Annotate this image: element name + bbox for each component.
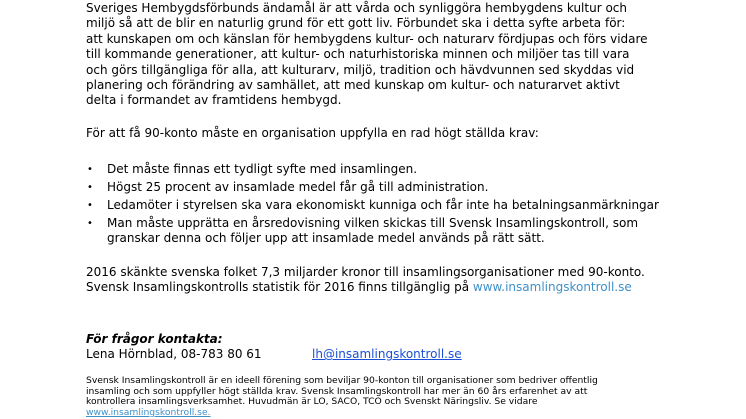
bullet-icon: • [87, 164, 93, 175]
footer-line: insamling och som uppfyller högt ställda krav. Svensk Insamlingskontroll har mer än 60 års erfarenhet av att [86, 385, 588, 397]
footer-link[interactable]: www.insamlingskontroll.se. [86, 406, 211, 418]
intro-line: att kunskapen om och känslan för hembygdens kultur- och naturarv fördjupas och förs vidare [86, 31, 648, 46]
footer-line: kontrollera insamlingsverksamhet. Huvudmän är LO, SACO, TCO och Svenskt Näringsliv. Se vidare [86, 396, 538, 408]
stats-line [86, 280, 645, 295]
list-item [86, 216, 659, 247]
intro-line: till kommande generationer, att kultur- och naturhistoriska minnen och miljöer tas till vara [86, 47, 630, 62]
stats-paragraph [86, 265, 645, 296]
intro-line: och görs tillgängliga för alla, att kulturarv, miljö, tradition och hävdvunnen sed skyddas vid [86, 62, 635, 77]
contact-name-phone: Lena Hörnblad, 08-783 80 61 [86, 347, 262, 361]
list-item-text: Man måste upprätta en årsredovisning vilken skickas till Svensk Insamlingskontroll, som [107, 216, 639, 230]
list-item-text: Ledamöter i styrelsen ska vara ekonomiskt kunniga och får inte ha betalningsanmärkningar [107, 198, 659, 212]
intro-line: planering och förändring av samhället, att med kunskap om kultur- och naturarvet aktivt [86, 78, 620, 93]
stats-link[interactable]: www.insamlingskontroll.se [472, 280, 632, 295]
bullet-icon: • [87, 200, 93, 211]
list-item-text: Högst 25 procent av insamlade medel får gå till administration. [107, 180, 489, 194]
list-item-text: Det måste finnas ett tydligt syfte med insamlingen. [107, 162, 418, 176]
stats-line: 2016 skänkte svenska folket 7,3 miljarder kronor till insamlingsorganisationer med 90-konto. [86, 265, 645, 279]
bullet-icon: • [87, 218, 93, 229]
list-item [86, 180, 659, 195]
bullet-icon: • [87, 182, 93, 193]
list-item [86, 162, 659, 177]
contact-row [86, 347, 462, 362]
intro-line: miljö så att de blir en naturlig grund för ett gott liv. Förbundet ska i detta syfte arbeta för: [86, 16, 626, 31]
requirements-intro: För att få 90-konto måste en organisation uppfylla en rad högt ställda krav: [86, 126, 539, 140]
list-item-text: granskar denna och följer upp att insamlade medel används på rätt sätt. [107, 231, 545, 246]
footer-line: Svensk Insamlingskontroll är en ideell förening som beviljar 90-konton till organisationer som bedriver offentlig [86, 375, 598, 386]
list-item [86, 198, 659, 213]
intro-paragraph [86, 1, 648, 109]
stats-text: Svensk Insamlingskontrolls statistik för 2016 finns tillgänglig på [86, 280, 473, 295]
intro-line: delta i formandet av framtidens hembygd. [86, 93, 342, 108]
contact-heading: För frågor kontakta: [86, 332, 223, 346]
contact-email-link[interactable]: lh@insamlingskontroll.se [312, 347, 462, 361]
intro-line: Sveriges Hembygdsförbunds ändamål är att vårda och synliggöra hembygdens kultur och [86, 1, 627, 15]
footer-paragraph [86, 376, 598, 418]
requirements-list [86, 162, 659, 249]
footer-line [86, 408, 598, 419]
